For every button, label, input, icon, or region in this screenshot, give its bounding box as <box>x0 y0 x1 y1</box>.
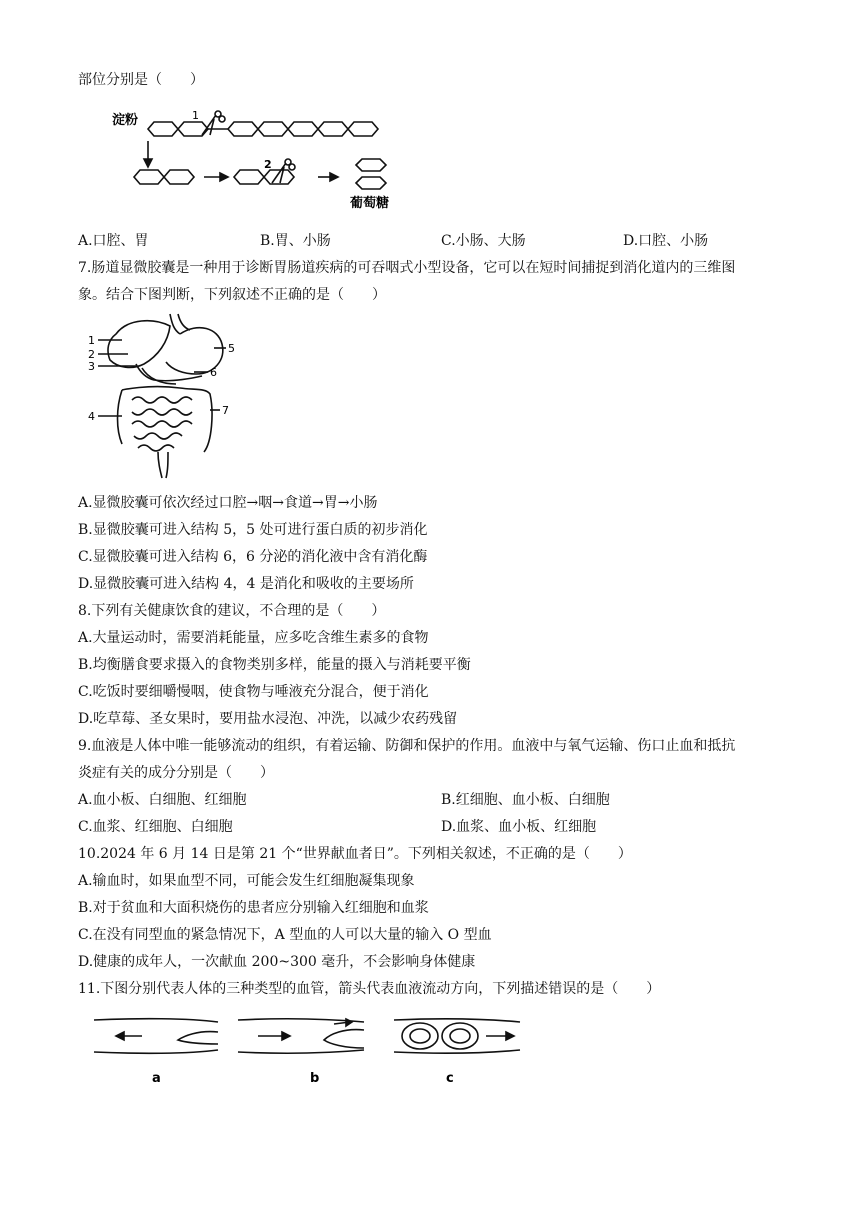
q11-stem: 11.下图分别代表人体的三种类型的血管，箭头代表血液流动方向，下列描述错误的是（ ） <box>78 981 661 997</box>
q7-option-b[interactable]: B.显微胶囊可进入结构 5，5 处可进行蛋白质的初步消化 <box>78 522 428 538</box>
q7-stem-line2: 象。结合下图判断，下列叙述不正确的是（ ） <box>78 287 386 303</box>
digestive-label-4: 4 <box>88 410 95 423</box>
q9-option-d[interactable]: D.血浆、血小板、红细胞 <box>441 819 597 835</box>
starch-digestion-figure <box>110 105 410 220</box>
q10-option-a[interactable]: A.输血时，如果血型不同，可能会发生红细胞凝集现象 <box>78 873 415 889</box>
q7-option-c[interactable]: C.显微胶囊可进入结构 6，6 分泌的消化液中含有消化酶 <box>78 549 428 565</box>
q6-option-c[interactable]: C.小肠、大肠 <box>441 233 526 249</box>
digestive-label-2: 2 <box>88 348 95 361</box>
q9-option-b[interactable]: B.红细胞、血小板、白细胞 <box>441 792 610 808</box>
digestive-system-figure <box>88 312 248 484</box>
digestive-label-3: 3 <box>88 360 95 373</box>
vessel-label-c: c <box>446 1071 454 1086</box>
scissors-2-label: 2 <box>264 158 272 171</box>
q9-option-a[interactable]: A.血小板、白细胞、红细胞 <box>78 792 247 808</box>
q10-option-c[interactable]: C.在没有同型血的紧急情况下，A 型血的人可以大量的输入 O 型血 <box>78 927 492 943</box>
q8-option-a[interactable]: A.大量运动时，需要消耗能量，应多吃含维生素多的食物 <box>78 630 429 646</box>
digestive-label-7: 7 <box>222 404 229 417</box>
glucose-label: 葡萄糖 <box>350 196 390 211</box>
blood-vessel-figure <box>88 1010 528 1090</box>
q8-option-d[interactable]: D.吃草莓、圣女果时，要用盐水浸泡、冲洗，以减少农药残留 <box>78 711 458 727</box>
q8-option-c[interactable]: C.吃饭时要细嚼慢咽，使食物与唾液充分混合，便于消化 <box>78 684 429 700</box>
q8-stem: 8.下列有关健康饮食的建议，不合理的是（ ） <box>78 603 386 619</box>
q9-stem-line2: 炎症有关的成分分别是（ ） <box>78 765 274 781</box>
q10-option-b[interactable]: B.对于贫血和大面积烧伤的患者应分别输入红细胞和血浆 <box>78 900 429 916</box>
digestive-label-1: 1 <box>88 334 95 347</box>
q7-option-d[interactable]: D.显微胶囊可进入结构 4，4 是消化和吸收的主要场所 <box>78 576 414 592</box>
q7-option-a[interactable]: A.显微胶囊可依次经过口腔→咽→食道→胃→小肠 <box>78 495 378 511</box>
starch-label: 淀粉 <box>112 113 139 128</box>
q6-stem-tail: 部位分别是（ ） <box>78 72 204 88</box>
q6-option-a[interactable]: A.口腔、胃 <box>78 233 149 249</box>
q9-stem-line1: 9.血液是人体中唯一能够流动的组织，有着运输、防御和保护的作用。血液中与氧气运输、伤口止血和抵抗 <box>78 738 736 754</box>
digestive-label-5: 5 <box>228 342 235 355</box>
scissors-1-label: 1 <box>192 109 199 122</box>
q6-option-d[interactable]: D.口腔、小肠 <box>623 233 709 249</box>
q9-option-c[interactable]: C.血浆、红细胞、白细胞 <box>78 819 233 835</box>
q6-option-b[interactable]: B.胃、小肠 <box>260 233 331 249</box>
q8-option-b[interactable]: B.均衡膳食要求摄入的食物类别多样，能量的摄入与消耗要平衡 <box>78 657 471 673</box>
vessel-label-b: b <box>310 1071 320 1086</box>
vessel-label-a: a <box>152 1071 161 1086</box>
q7-stem-line1: 7.肠道显微胶囊是一种用于诊断胃肠道疾病的可吞咽式小型设备，它可以在短时间捕捉到消化道内的三维图 <box>78 260 736 276</box>
digestive-label-6: 6 <box>210 366 217 379</box>
q10-option-d[interactable]: D.健康的成年人，一次献血 200~300 毫升，不会影响身体健康 <box>78 954 476 970</box>
q10-stem: 10.2024 年 6 月 14 日是第 21 个“世界献血者日”。下列相关叙述，不正确的是（ ） <box>78 846 632 862</box>
